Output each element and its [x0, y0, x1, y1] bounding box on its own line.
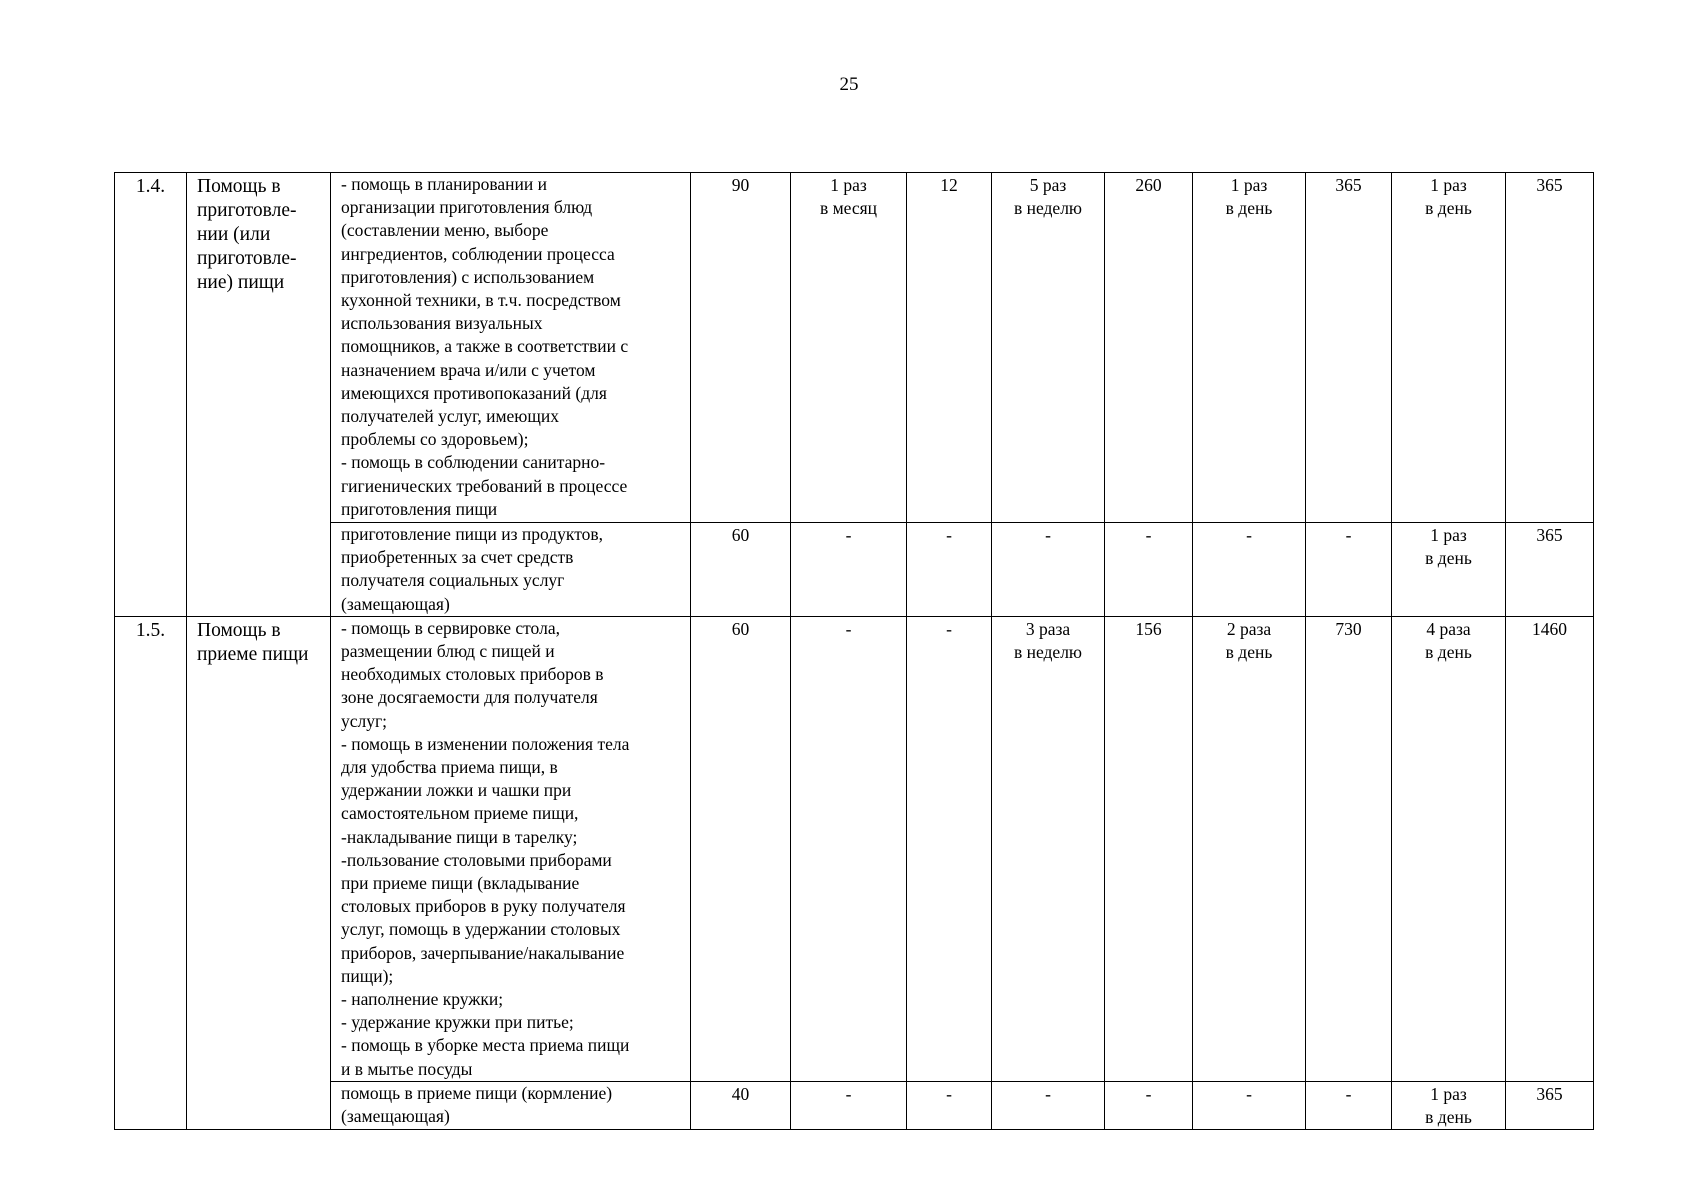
- description-line: зоне досягаемости для получателя: [341, 687, 598, 708]
- service-name-line: приеме пищи: [197, 643, 309, 665]
- frequency-cell-line: -: [845, 1083, 852, 1104]
- description-line: размещении блюд с пищей и: [341, 641, 555, 662]
- frequency-cell-line: в неделю: [1013, 642, 1083, 663]
- frequency-cell: [992, 1081, 1105, 1129]
- service-description: [331, 1081, 691, 1129]
- volume-cell: -: [907, 616, 992, 1081]
- service-description: [331, 523, 691, 617]
- time-norm-cell: 60: [691, 523, 791, 617]
- description-line: - удержание кружки при питье;: [341, 1012, 574, 1033]
- description-line: - помощь в сервировке стола,: [341, 617, 560, 638]
- frequency-cell-line: в день: [1425, 642, 1472, 663]
- volume-cell: -: [907, 523, 992, 617]
- frequency-cell-line: -: [1246, 525, 1252, 545]
- description-line: ингредиентов, соблюдении процесса: [341, 243, 615, 264]
- description-line: организации приготовления блюд: [341, 197, 593, 218]
- description-line: - помощь в изменении положения тела: [341, 733, 630, 754]
- description-line: и в мытье посуды: [341, 1058, 473, 1079]
- volume-cell: -: [1105, 1081, 1193, 1129]
- description-line: назначением врача и/или с учетом: [341, 359, 596, 380]
- table-row: [115, 173, 1594, 523]
- description-line: помощь в приеме пищи (кормление): [341, 1082, 613, 1103]
- service-description: [331, 173, 691, 523]
- volume-cell: -: [1105, 523, 1193, 617]
- table-row: [115, 1081, 1594, 1129]
- frequency-cell-line: в день: [1225, 198, 1273, 219]
- volume-cell: 260: [1105, 173, 1193, 523]
- volume-cell: 365: [1506, 1081, 1594, 1129]
- frequency-cell-line: -: [1045, 525, 1051, 545]
- frequency-cell: [1193, 1081, 1306, 1129]
- description-line: - помощь в уборке места приема пищи: [341, 1035, 630, 1056]
- volume-cell: 1460: [1506, 616, 1594, 1081]
- volume-cell: 12: [907, 173, 992, 523]
- description-line: - наполнение кружки;: [341, 989, 504, 1010]
- table-body: [115, 173, 1594, 1130]
- description-line: использования визуальных: [341, 313, 543, 334]
- service-name: [187, 616, 331, 1129]
- frequency-cell-line: 2 раза: [1226, 618, 1272, 639]
- description-line: (замещающая): [341, 593, 450, 614]
- time-norm-cell: 90: [691, 173, 791, 523]
- description-line: услуг;: [341, 710, 388, 731]
- frequency-cell-line: в месяц: [819, 198, 878, 219]
- description-line: -пользование столовыми приборами: [341, 849, 612, 870]
- frequency-cell-line: 1 раз: [1430, 175, 1467, 195]
- time-norm-cell: 40: [691, 1081, 791, 1129]
- frequency-cell-line: в день: [1425, 198, 1472, 219]
- volume-cell: 156: [1105, 616, 1193, 1081]
- volume-cell: 365: [1306, 173, 1392, 523]
- description-line: имеющихся противопоказаний (для: [341, 382, 607, 403]
- frequency-cell: [1193, 523, 1306, 617]
- frequency-cell-line: 1 раз: [1230, 175, 1268, 195]
- frequency-cell-line: -: [1045, 1083, 1051, 1104]
- frequency-cell-line: -: [845, 618, 852, 639]
- description-line: пищи);: [341, 965, 394, 986]
- description-line: необходимых столовых приборов в: [341, 664, 604, 685]
- description-line: приобретенных за счет средств: [341, 547, 574, 568]
- frequency-cell: [1392, 616, 1506, 1081]
- service-description: [331, 616, 691, 1081]
- frequency-cell: [1392, 1081, 1506, 1129]
- service-name-line: Помощь в: [197, 619, 281, 641]
- frequency-cell: [992, 173, 1105, 523]
- description-line: столовых приборов в руку получателя: [341, 896, 626, 917]
- frequency-cell: [992, 523, 1105, 617]
- description-line: приготовление пищи из продуктов,: [341, 524, 604, 544]
- volume-cell: 365: [1506, 523, 1594, 617]
- description-line: удержании ложки и чашки при: [341, 780, 572, 801]
- frequency-cell-line: -: [845, 525, 852, 545]
- service-name-line: Помощь в: [197, 176, 281, 197]
- frequency-cell-line: в неделю: [1013, 198, 1083, 219]
- frequency-cell-line: 3 раза: [1025, 618, 1071, 639]
- frequency-cell: [992, 616, 1105, 1081]
- frequency-cell-line: в день: [1425, 1107, 1472, 1128]
- frequency-cell-line: 4 раза: [1426, 618, 1471, 639]
- page-number: 25: [839, 74, 859, 95]
- table-row: [115, 523, 1594, 617]
- description-line: приготовления пищи: [341, 498, 498, 519]
- service-code: 1.5.: [115, 616, 187, 1129]
- description-line: услуг, помощь в удержании столовых: [341, 919, 621, 940]
- description-line: -накладывание пищи в тарелку;: [341, 826, 578, 847]
- volume-cell: -: [1306, 1081, 1392, 1129]
- frequency-cell: [1392, 173, 1506, 523]
- volume-cell: 730: [1306, 616, 1392, 1081]
- frequency-cell: [791, 616, 907, 1081]
- description-line: приборов, зачерпывание/накалывание: [341, 942, 625, 963]
- service-name: [187, 173, 331, 617]
- frequency-cell: [791, 523, 907, 617]
- volume-cell: -: [1306, 523, 1392, 617]
- frequency-cell-line: в день: [1425, 548, 1472, 569]
- time-norm-cell: 60: [691, 616, 791, 1081]
- description-line: - помощь в планировании и: [341, 174, 548, 194]
- description-line: (замещающая): [341, 1106, 450, 1127]
- description-line: получателя социальных услуг: [341, 570, 565, 591]
- service-code: 1.4.: [115, 173, 187, 617]
- description-line: для удобства приема пищи, в: [341, 757, 558, 778]
- service-name-line: ние) пищи: [197, 272, 285, 293]
- service-name-line: приготовле-: [197, 200, 297, 221]
- service-name-line: нии (или: [197, 224, 271, 245]
- frequency-cell-line: в день: [1225, 642, 1273, 663]
- frequency-cell-line: 1 раз: [830, 175, 867, 195]
- frequency-cell: [791, 1081, 907, 1129]
- description-line: гигиенических требований в процессе: [341, 475, 628, 496]
- description-line: при приеме пищи (вкладывание: [341, 873, 580, 894]
- volume-cell: 365: [1506, 173, 1594, 523]
- description-line: получателей услуг, имеющих: [341, 406, 559, 427]
- description-line: самостоятельном приеме пищи,: [341, 803, 579, 824]
- frequency-cell-line: 5 раз: [1029, 175, 1067, 195]
- frequency-cell: [1193, 173, 1306, 523]
- table-row: [115, 616, 1594, 1081]
- description-line: кухонной техники, в т.ч. посредством: [341, 290, 621, 311]
- description-line: приготовления) с использованием: [341, 266, 595, 287]
- description-line: - помощь в соблюдении санитарно-: [341, 452, 606, 473]
- frequency-cell-line: 1 раз: [1430, 1083, 1467, 1104]
- description-line: проблемы со здоровьем);: [341, 429, 529, 450]
- frequency-cell: [1392, 523, 1506, 617]
- frequency-cell: [791, 173, 907, 523]
- description-line: (составлении меню, выборе: [341, 220, 549, 241]
- frequency-cell-line: 1 раз: [1430, 525, 1467, 545]
- volume-cell: -: [907, 1081, 992, 1129]
- services-table: [114, 172, 1594, 1130]
- service-name-line: приготовле-: [197, 248, 297, 269]
- frequency-cell: [1193, 616, 1306, 1081]
- description-line: помощников, а также в соответствии с: [341, 336, 629, 357]
- frequency-cell-line: -: [1246, 1083, 1252, 1104]
